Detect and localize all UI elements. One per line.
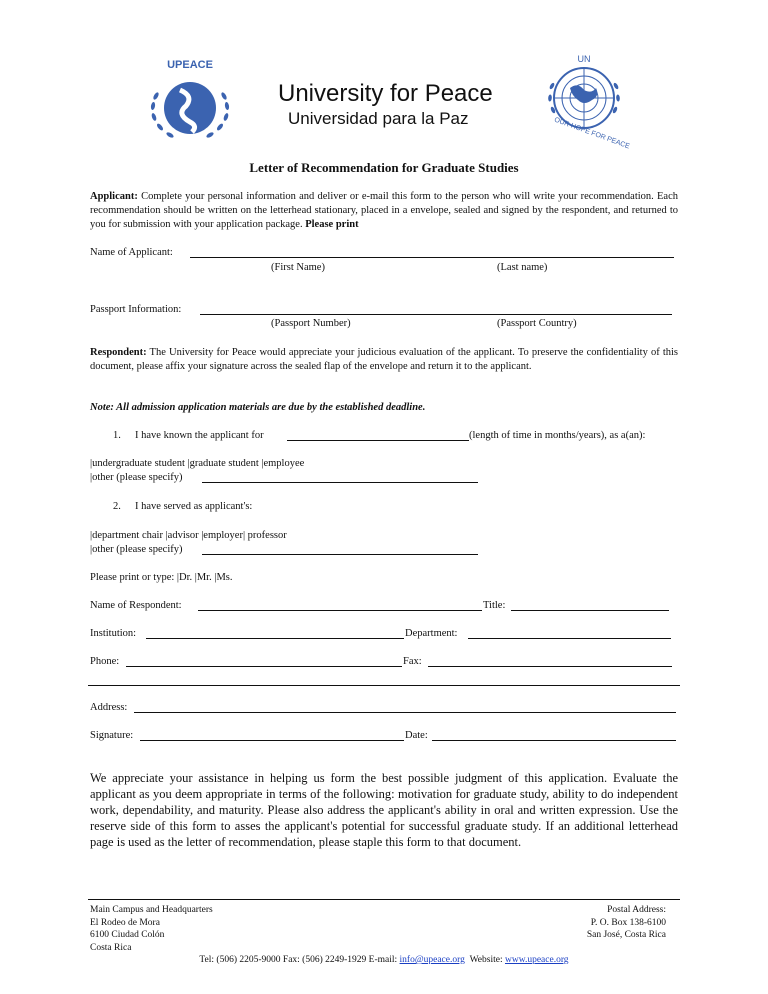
q1-number: 1. — [113, 430, 121, 441]
address-field[interactable] — [134, 712, 676, 713]
date-field[interactable] — [432, 740, 676, 741]
applicant-instructions — [90, 190, 678, 232]
title-choice[interactable]: Please print or type: |Dr. |Mr. |Ms. — [90, 572, 233, 583]
name-of-applicant-field[interactable] — [190, 257, 674, 258]
q2-other-label: |other (please specify) — [90, 544, 183, 555]
title-label: Title: — [483, 600, 506, 611]
fax-field[interactable] — [428, 666, 672, 667]
footer-left-line: El Rodeo de Mora — [90, 917, 160, 928]
footer-email-link[interactable]: info@upeace.org — [399, 955, 465, 965]
footer-rule — [88, 899, 680, 900]
separator-line — [88, 685, 680, 686]
passport-number-caption: (Passport Number) — [271, 318, 351, 329]
applicant-text: Complete your personal information and deliver or e-mail this form to the person who will write your recommendation. Each recommendation should be written on the letterhead stationary, placed in a envelope, sealed and signed by the respondent, and returned to you for submission with your application package. — [90, 191, 678, 230]
first-name-caption: (First Name) — [271, 262, 325, 273]
institution-field[interactable] — [146, 638, 404, 639]
passport-information-field[interactable] — [200, 314, 672, 315]
footer-website-label: Website: — [469, 955, 503, 965]
q2-text: I have served as applicant's: — [135, 501, 253, 512]
q1-other-field[interactable] — [202, 482, 478, 483]
respondent-name-label: Name of Respondent: — [90, 600, 182, 611]
department-label: Department: — [405, 628, 458, 639]
last-name-caption: (Last name) — [497, 262, 548, 273]
known-duration-field[interactable] — [287, 440, 469, 441]
footer-contact — [0, 955, 768, 965]
footer-address-left — [90, 904, 213, 954]
deadline-note: Note: All admission application materials are due by the established deadline. — [90, 402, 426, 413]
q1-other-label: |other (please specify) — [90, 472, 183, 483]
footer-left-line: 6100 Ciudad Colón — [90, 930, 165, 940]
un-motto: OUR HOPE FOR PEACE — [553, 116, 631, 151]
footer-right-line: P. O. Box 138-6100 — [590, 917, 666, 928]
name-of-applicant-label: Name of Applicant: — [90, 247, 173, 258]
org-name: University for Peace — [278, 80, 493, 107]
footer-left-line: Costa Rica — [90, 942, 132, 953]
title-field[interactable] — [511, 610, 669, 611]
address-label: Address: — [90, 702, 128, 713]
footer-website-link[interactable]: www.upeace.org — [504, 955, 569, 965]
passport-country-caption: (Passport Country) — [497, 318, 577, 329]
q1-text-b: (length of time in months/years), as a(an): — [469, 430, 646, 441]
q2-other-field[interactable] — [202, 554, 478, 555]
closing-paragraph: We appreciate your assistance in helping us form the best possible judgment of this application. Evaluate the applicant as you deem appropriate in terms of the following: motivation for graduate study, ability to do independent work, dependability, and maturity. Please also address the applicant's ability in oral and written expression. Use the reserve side of this form to asses the applicant's potential for successful graduate study. If an additional letterhead page is used as the letter of recommendation, please staple this form to that document. — [90, 771, 678, 849]
un-logo — [540, 52, 631, 151]
fax-label: Fax: — [403, 656, 422, 667]
signature-label: Signature: — [90, 730, 134, 741]
respondent-name-field[interactable] — [198, 610, 482, 611]
q2-number: 2. — [113, 501, 121, 512]
respondent-text: The University for Peace would appreciate your judicious evaluation of the applicant. To preserve the confidentiality of this document, please affix your signature across the sealed flap of the envelope and return it to the applicant. — [90, 347, 679, 372]
respondent-label: Respondent: — [90, 347, 147, 358]
phone-label: Phone: — [90, 656, 120, 667]
institution-label: Institution: — [90, 628, 137, 639]
date-label: Date: — [405, 730, 428, 741]
signature-field[interactable] — [140, 740, 404, 741]
footer-right-line: Postal Address: — [607, 905, 666, 915]
form-title: Letter of Recommendation for Graduate Studies — [249, 160, 519, 175]
department-field[interactable] — [468, 638, 671, 639]
footer-right-line: San José, Costa Rica — [586, 930, 666, 940]
phone-field[interactable] — [126, 666, 402, 667]
q1-options[interactable]: |undergraduate student |graduate student |employee — [90, 458, 305, 469]
applicant-label: Applicant: — [90, 191, 138, 202]
q2-options[interactable]: |department chair |advisor |employer| professor — [90, 530, 287, 541]
footer-address-right — [587, 904, 666, 942]
applicant-print: Please print — [305, 219, 359, 230]
passport-information-label: Passport Information: — [90, 304, 182, 315]
org-name-es: Universidad para la Paz — [288, 109, 469, 128]
footer-left-line: Main Campus and Headquarters — [90, 905, 213, 915]
svg-text:UN: UN — [577, 54, 591, 64]
footer-contact-text: Tel: (506) 2205-9000 Fax: (506) 2249-1929 E-mail: — [199, 955, 398, 965]
svg-text:UPEACE: UPEACE — [167, 59, 213, 71]
respondent-instructions — [90, 346, 678, 374]
upeace-logo — [140, 56, 240, 151]
q1-text-a: I have known the applicant for — [135, 430, 264, 441]
